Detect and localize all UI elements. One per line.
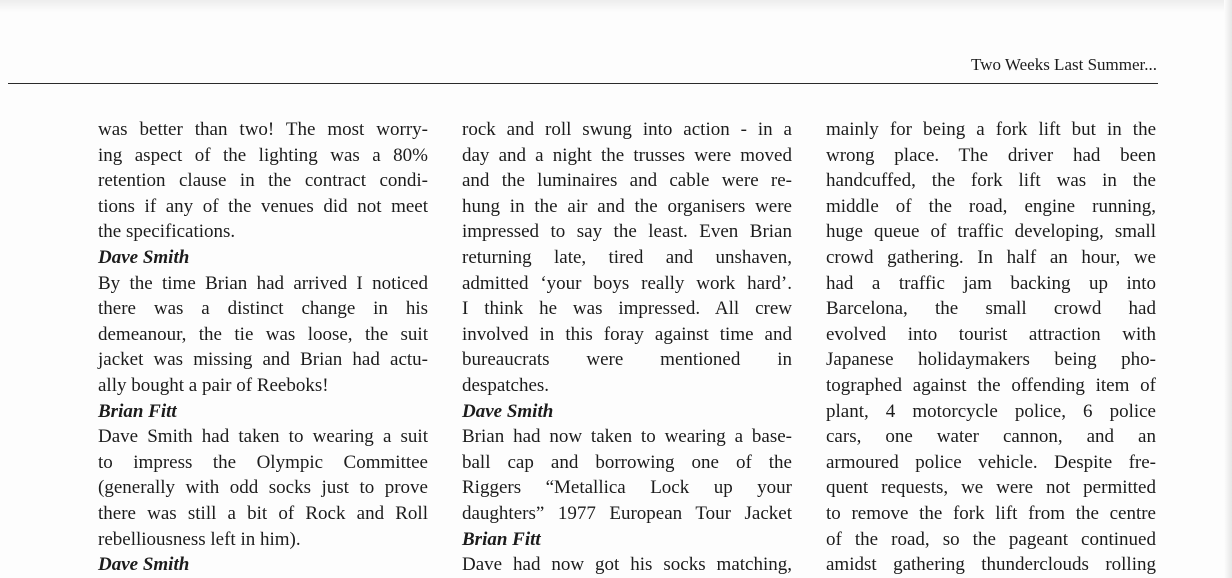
body-text-line: mainly for being a fork lift but in the — [826, 119, 1156, 140]
body-text-line: the specifications. — [98, 221, 236, 243]
speaker-name: Brian Fitt — [98, 400, 177, 422]
body-text-line: retention clause in the contract condi- — [98, 170, 428, 192]
body-text-line: handcuffed, the fork lift was in the — [826, 170, 1156, 192]
body-text-line: rebelliousness left in him). — [98, 528, 301, 550]
body-text-line: Barcelona, the small crowd had — [826, 298, 1156, 320]
text-column-1 — [98, 117, 428, 578]
body-text-line: tographed against the offending item of — [826, 374, 1156, 396]
body-text-line: evolved into tourist attraction with — [826, 323, 1156, 345]
speaker-name: Brian Fitt — [462, 528, 541, 550]
body-text-line: tions if any of the venues did not meet — [98, 195, 428, 217]
body-text-line: Dave Smith had taken to wearing a suit — [98, 426, 428, 448]
body-text-line: involved in this foray against time and — [462, 323, 792, 345]
body-text-line: Japanese holidaymakers being pho- — [826, 349, 1156, 371]
header-rule — [8, 83, 1158, 84]
body-text-line: there was still a bit of Rock and Roll — [98, 502, 428, 524]
body-text-line: middle of the road, engine running, — [826, 195, 1156, 217]
body-text-line: to remove the fork lift from the centre — [826, 502, 1156, 524]
body-text-line: Riggers “Metallica Lock up your — [462, 477, 792, 499]
body-text-line: demeanour, the tie was loose, the suit — [98, 323, 428, 345]
text-column-2 — [462, 117, 792, 578]
body-text-line: impressed to say the least. Even Brian — [462, 221, 792, 243]
body-text-line: there was a distinct change in his — [98, 298, 428, 320]
body-text-line: bureaucrats were mentioned in — [462, 349, 792, 371]
body-text-line: ally bought a pair of Reeboks! — [98, 374, 329, 396]
body-text-line: was better than two! The most worry- — [98, 119, 428, 140]
body-text-line: day and a night the trusses were moved — [462, 144, 792, 166]
text-column-3 — [826, 117, 1156, 578]
body-text-line: had a traffic jam backing up into — [826, 272, 1156, 294]
body-text-line: huge queue of traffic developing, small — [826, 221, 1156, 243]
page-top-shadow — [0, 0, 1232, 12]
body-text-line: ball cap and borrowing one of the — [462, 451, 792, 473]
body-text-line: jacket was missing and Brian had actu- — [98, 349, 428, 371]
body-text-line: ing aspect of the lighting was a 80% — [98, 144, 428, 166]
body-text-line: and the luminaires and cable were re- — [462, 170, 792, 192]
speaker-name: Dave Smith — [98, 246, 190, 268]
speaker-name: Dave Smith — [98, 554, 190, 576]
body-text-line: plant, 4 motorcycle police, 6 police — [826, 400, 1156, 422]
body-text-line: hung in the air and the organisers were — [462, 195, 792, 217]
body-text-line: quent requests, we were not permitted — [826, 477, 1156, 499]
body-text-line: Brian had now taken to wearing a base- — [462, 426, 792, 448]
body-text-line: armoured police vehicle. Despite fre- — [826, 451, 1156, 473]
page-edge-shadow — [1224, 0, 1232, 578]
body-text-line: returning late, tired and unshaven, — [462, 246, 792, 268]
body-text-line: of the road, so the pageant continued — [826, 528, 1156, 550]
body-text-line: Dave had now got his socks matching, — [462, 554, 792, 576]
body-text-line: to impress the Olympic Committee — [98, 451, 428, 473]
body-text-line: (generally with odd socks just to prove — [98, 477, 428, 499]
running-header: Two Weeks Last Summer... — [971, 55, 1157, 74]
speaker-name: Dave Smith — [462, 400, 554, 422]
body-text-line: admitted ‘your boys really work hard’. — [462, 272, 792, 294]
body-text-line: amidst gathering thunderclouds rolling — [826, 554, 1156, 576]
body-text-line: I think he was impressed. All crew — [462, 298, 792, 320]
body-text-line: despatches. — [462, 374, 550, 396]
body-text-line: By the time Brian had arrived I noticed — [98, 272, 428, 294]
body-text-line: wrong place. The driver had been — [826, 144, 1156, 166]
body-text-line: cars, one water cannon, and an — [826, 426, 1156, 448]
body-text-line: rock and roll swung into action - in a — [462, 119, 792, 140]
body-text-line: daughters” 1977 European Tour Jacket — [462, 502, 792, 524]
body-text-line: crowd gathering. In half an hour, we — [826, 246, 1156, 268]
